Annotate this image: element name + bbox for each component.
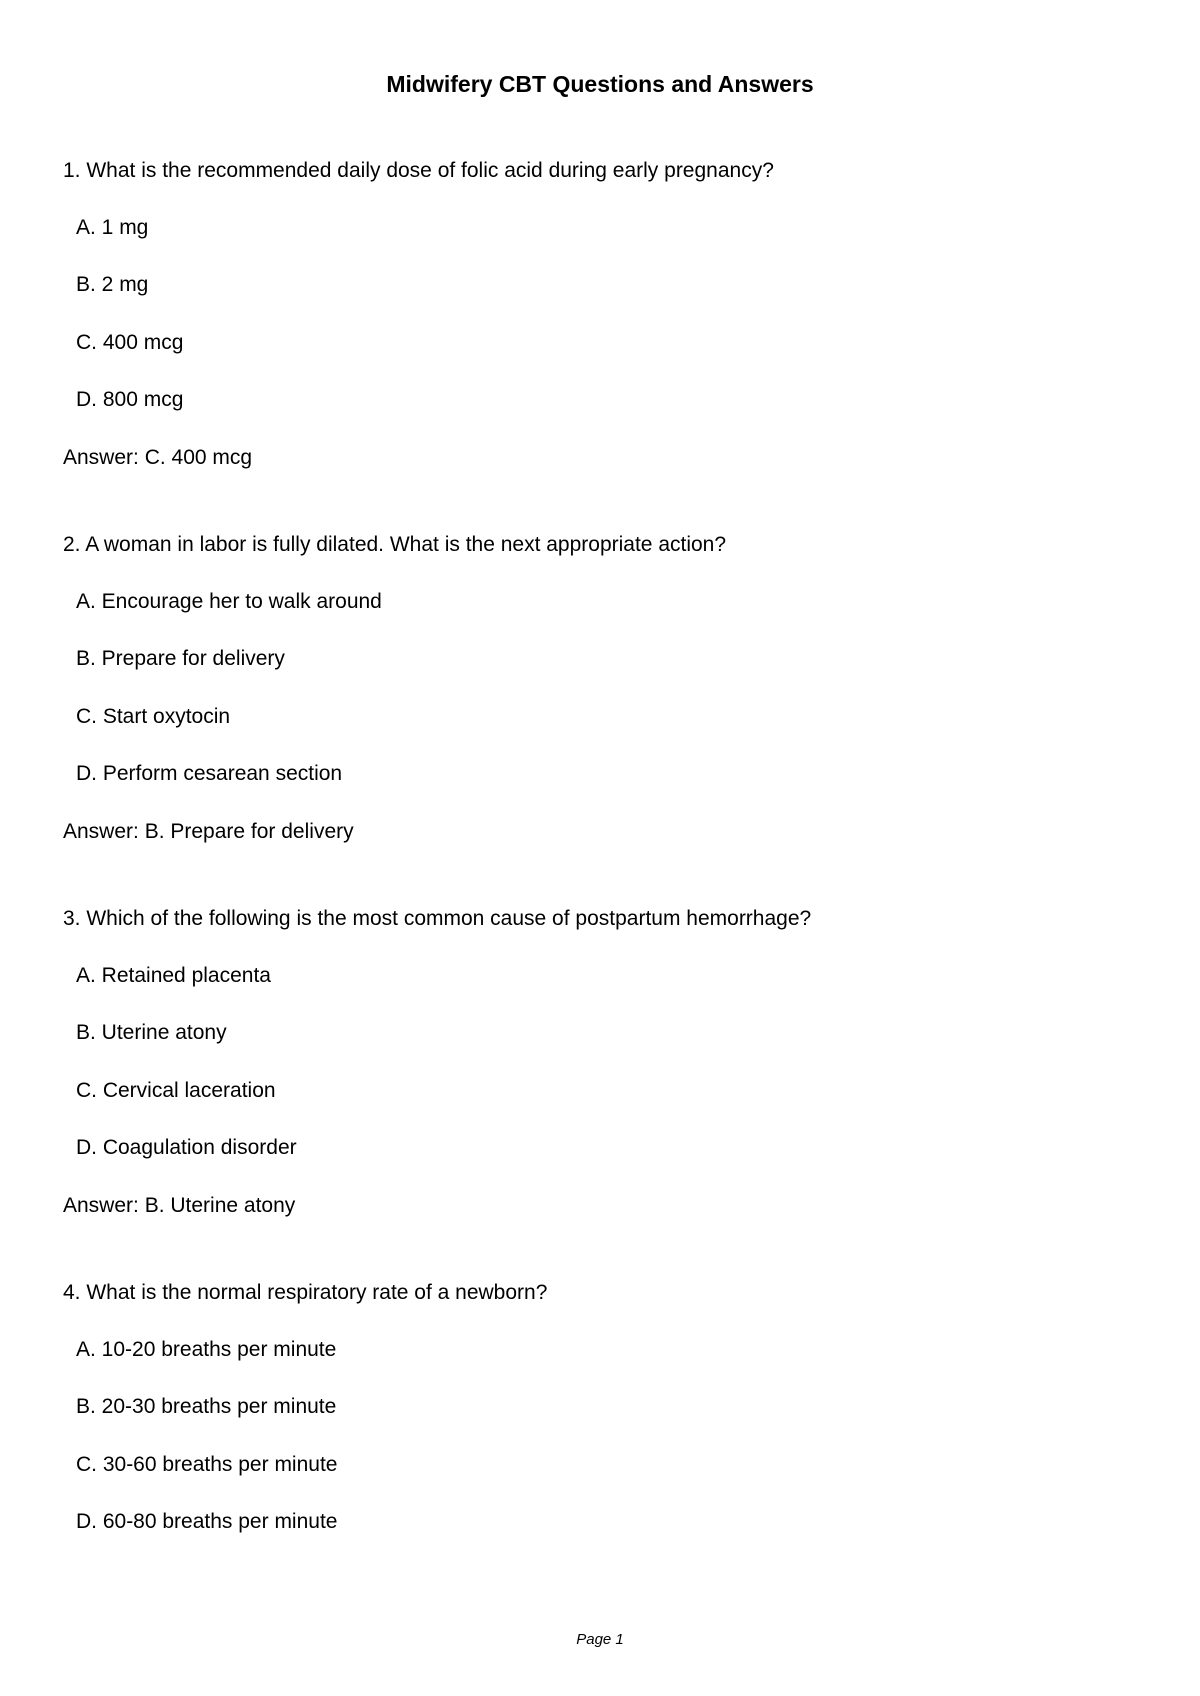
page-number: Page 1 <box>576 1631 624 1648</box>
question-4-option-d: D. 60-80 breaths per minute <box>76 1510 338 1533</box>
question-3-text: 3. Which of the following is the most common cause of postpartum hemorrhage? <box>63 907 812 930</box>
document-title: Midwifery CBT Questions and Answers <box>386 71 814 97</box>
question-3-option-a: A. Retained placenta <box>76 964 271 987</box>
question-4-option-a: A. 10-20 breaths per minute <box>76 1338 337 1361</box>
question-3-option-b: B. Uterine atony <box>76 1021 227 1044</box>
question-4-option-b: B. 20-30 breaths per minute <box>76 1395 337 1418</box>
question-3-option-c: C. Cervical laceration <box>76 1079 276 1102</box>
question-1-option-c: C. 400 mcg <box>76 331 184 354</box>
question-2-option-a: A. Encourage her to walk around <box>76 590 382 613</box>
question-2-answer: Answer: B. Prepare for delivery <box>63 820 354 843</box>
question-1-option-d: D. 800 mcg <box>76 388 184 411</box>
question-4-text: 4. What is the normal respiratory rate of a newborn? <box>63 1281 548 1304</box>
question-1-answer: Answer: C. 400 mcg <box>63 446 253 469</box>
question-1-option-a: A. 1 mg <box>76 216 149 239</box>
question-3-option-d: D. Coagulation disorder <box>76 1136 297 1159</box>
question-2-option-c: C. Start oxytocin <box>76 705 231 728</box>
question-4-option-c: C. 30-60 breaths per minute <box>76 1453 338 1476</box>
question-2-option-d: D. Perform cesarean section <box>76 762 343 785</box>
question-2-text: 2. A woman in labor is fully dilated. What is the next appropriate action? <box>63 533 727 556</box>
question-1-option-b: B. 2 mg <box>76 273 149 296</box>
question-2-option-b: B. Prepare for delivery <box>76 647 285 670</box>
question-3-answer: Answer: B. Uterine atony <box>63 1194 296 1217</box>
question-1-text: 1. What is the recommended daily dose of folic acid during early pregnancy? <box>63 159 774 182</box>
